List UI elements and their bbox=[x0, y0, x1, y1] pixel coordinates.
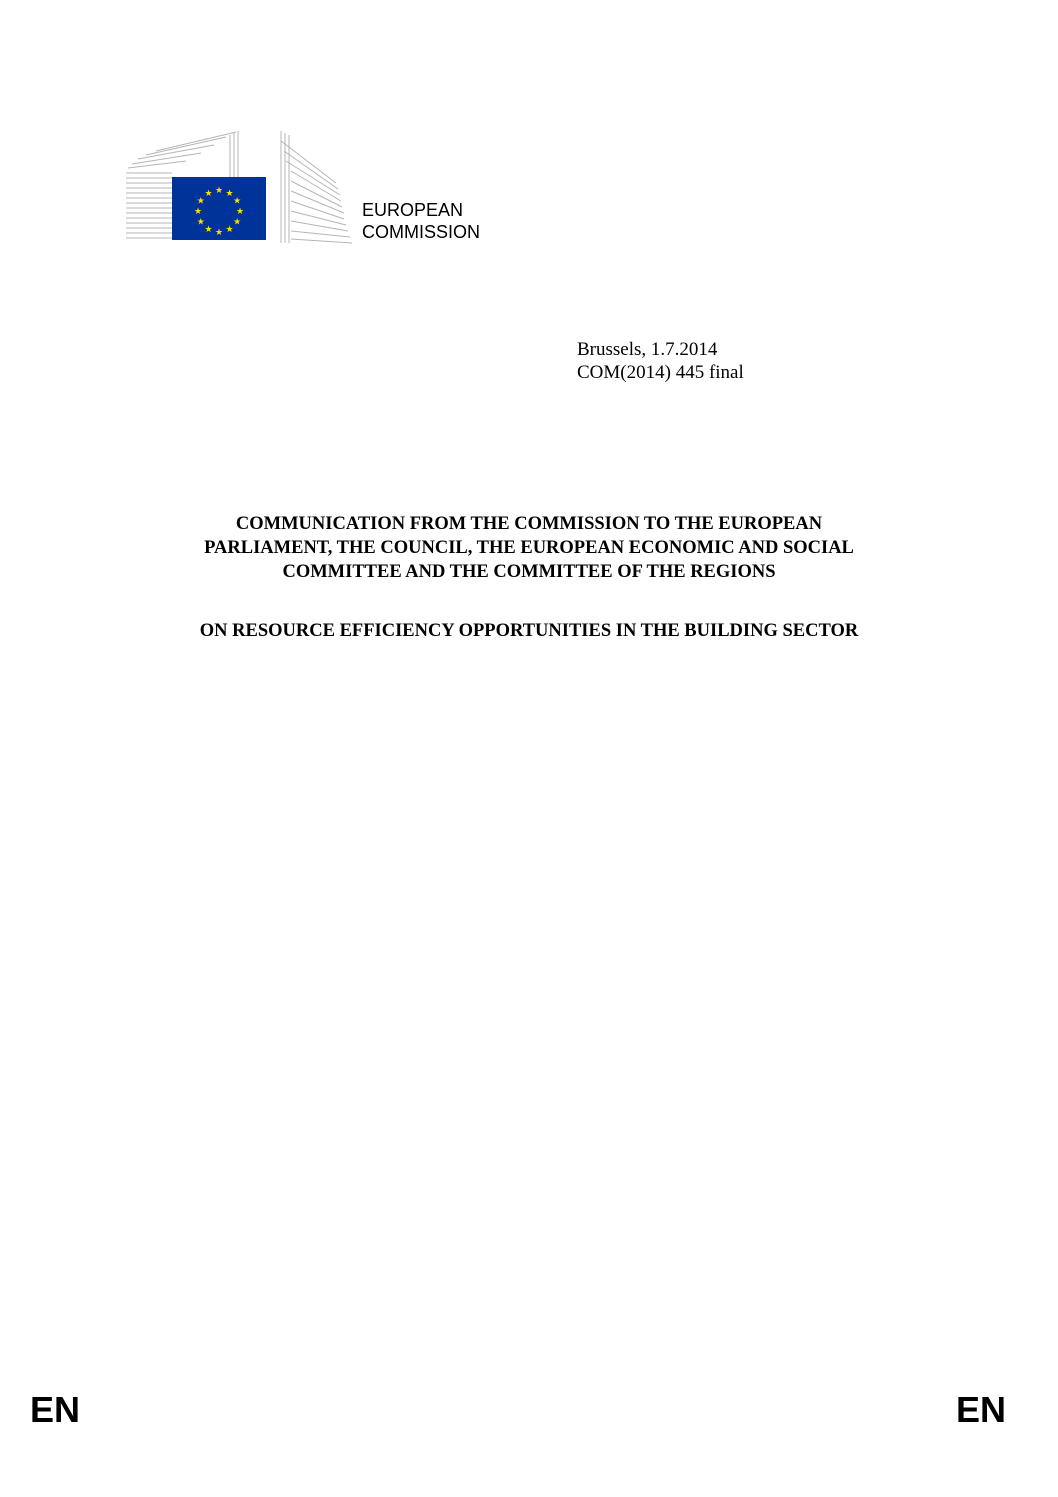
svg-text:★: ★ bbox=[204, 225, 213, 236]
svg-text:★: ★ bbox=[235, 207, 245, 217]
svg-text:★: ★ bbox=[233, 217, 242, 228]
svg-text:★: ★ bbox=[214, 186, 224, 196]
title-line3: COMMITTEE AND THE COMMITTEE OF THE REGIONS bbox=[282, 562, 776, 582]
language-code-left: EN bbox=[30, 1389, 81, 1430]
svg-text:★: ★ bbox=[225, 225, 234, 236]
title-line2: PARLIAMENT, THE COUNCIL, THE EUROPEAN ECONOMIC AND SOCIAL bbox=[204, 538, 854, 558]
document-reference bbox=[577, 338, 744, 384]
document-subject: ON RESOURCE EFFICIENCY OPPORTUNITIES IN THE BUILDING SECTOR bbox=[199, 621, 859, 641]
svg-text:★: ★ bbox=[204, 188, 213, 199]
org-name-line1: EUROPEAN bbox=[362, 200, 464, 220]
title-line1: COMMUNICATION FROM THE COMMISSION TO THE EUROPEAN bbox=[235, 514, 823, 534]
document-number: COM(2014) 445 final bbox=[577, 362, 744, 383]
svg-text:★: ★ bbox=[196, 217, 205, 228]
svg-text:★: ★ bbox=[225, 188, 234, 199]
svg-text:★: ★ bbox=[233, 196, 242, 207]
building-right-stripes bbox=[281, 131, 352, 243]
svg-text:★: ★ bbox=[193, 207, 203, 217]
svg-text:★: ★ bbox=[214, 228, 224, 238]
organization-name bbox=[362, 199, 480, 243]
place-date: Brussels, 1.7.2014 bbox=[577, 339, 718, 360]
svg-text:★: ★ bbox=[196, 196, 205, 207]
language-code-right: EN bbox=[955, 1389, 1006, 1430]
document-title bbox=[100, 512, 958, 584]
org-name-line2: COMMISSION bbox=[362, 222, 481, 242]
